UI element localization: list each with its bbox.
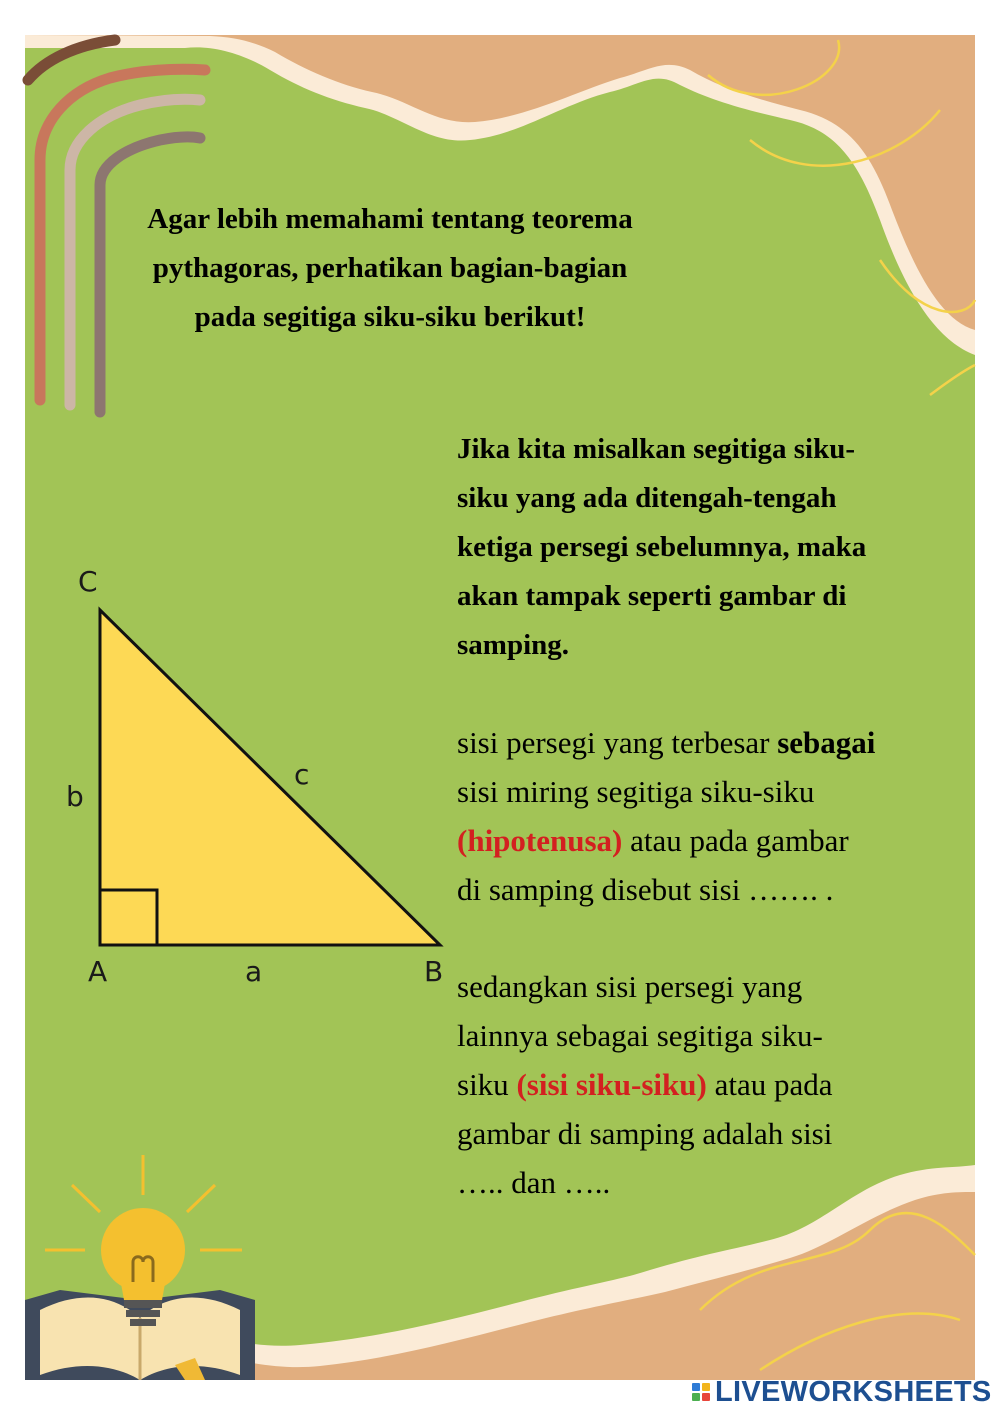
- bold-span: sebagai: [777, 725, 876, 760]
- liveworksheets-logo-icon: [692, 1383, 710, 1401]
- text-span: atau pada gambar: [622, 823, 849, 858]
- intro-heading: [95, 195, 685, 342]
- triangle-shape: [100, 610, 440, 945]
- highlight-sisi-siku-siku: (sisi siku-siku): [516, 1067, 707, 1102]
- vertex-label-a: A: [88, 955, 108, 988]
- intro-line: pada segitiga siku-siku berikut!: [194, 301, 586, 333]
- side-label-b: b: [66, 780, 84, 813]
- paragraph-line: sisi miring segitiga siku-siku: [457, 774, 815, 809]
- intro-line: pythagoras, perhatikan bagian-bagian: [152, 252, 628, 284]
- explanation-line: Jika kita misalkan segitiga siku-: [457, 433, 856, 465]
- highlight-hipotenusa: (hipotenusa): [457, 823, 623, 858]
- paragraph-line: sedangkan sisi persegi yang: [457, 969, 803, 1004]
- text-span: atau pada: [706, 1067, 833, 1102]
- explanation-line: samping.: [457, 629, 570, 661]
- explanation-line: akan tampak seperti gambar di: [457, 580, 847, 612]
- paragraph-line: ….. dan …..: [457, 1165, 611, 1200]
- paragraph-line: [457, 1060, 957, 1109]
- liveworksheets-brand[interactable]: [692, 1374, 992, 1410]
- side-label-a: a: [245, 955, 263, 988]
- vertex-label-b: B: [424, 955, 444, 988]
- brand-text: LIVEWORKSHEETS: [715, 1375, 992, 1408]
- explanation-line: siku yang ada ditengah-tengah: [457, 482, 837, 514]
- hypotenuse-paragraph: [457, 718, 957, 914]
- intro-line: Agar lebih memahami tentang teorema: [147, 203, 633, 235]
- paragraph-line: [457, 816, 957, 865]
- vertex-label-c: C: [78, 565, 98, 598]
- text-span: siku: [457, 1067, 517, 1102]
- paragraph-line: gambar di samping adalah sisi: [457, 1116, 833, 1151]
- text-span: sisi persegi yang terbesar: [457, 725, 778, 760]
- paragraph-line: lainnya sebagai segitiga siku-: [457, 1018, 823, 1053]
- paragraph-line: [457, 718, 957, 767]
- explanation-line: ketiga persegi sebelumnya, maka: [457, 531, 867, 563]
- paragraph-line: di samping disebut sisi ……. .: [457, 872, 834, 907]
- side-label-c: c: [294, 758, 310, 791]
- legs-paragraph: [457, 962, 957, 1207]
- explanation-paragraph: [457, 425, 957, 670]
